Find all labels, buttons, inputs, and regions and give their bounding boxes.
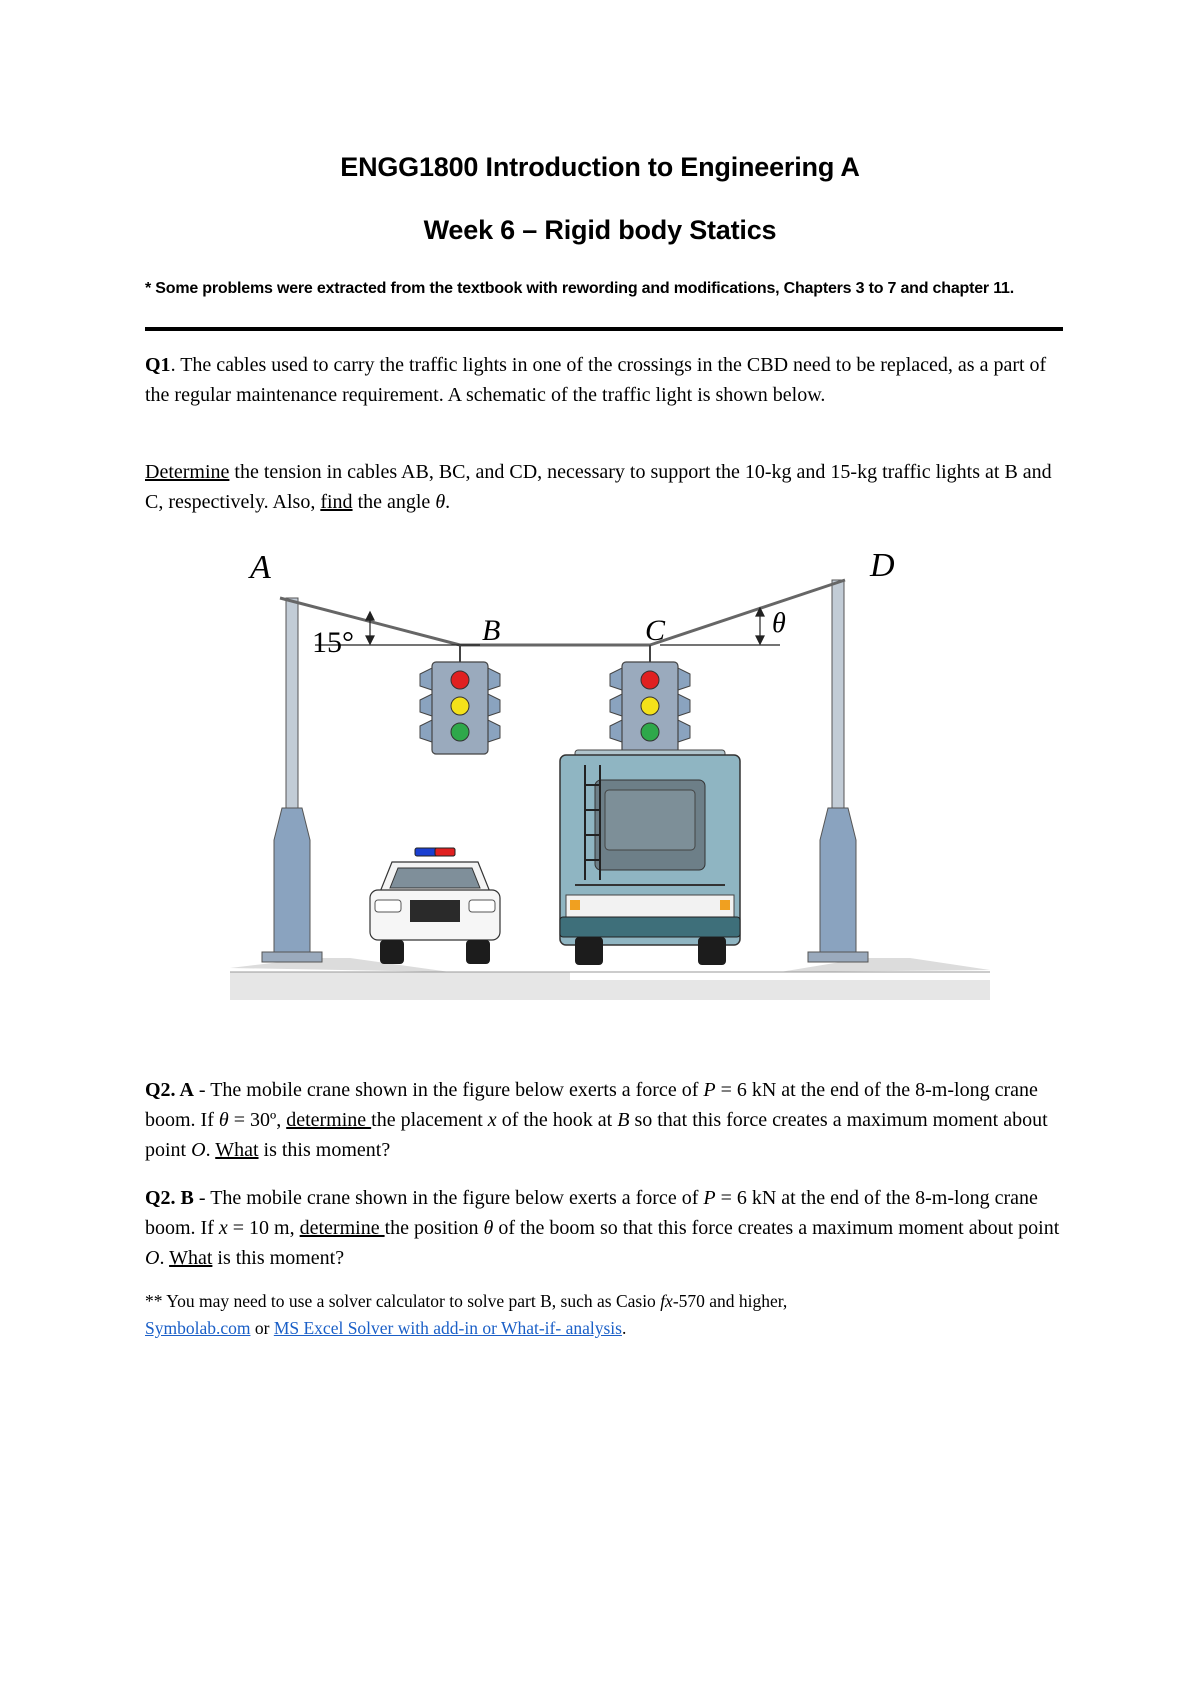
q1-theta: θ: [435, 491, 446, 513]
foot-t1: ** You may need to use a solver calculator to solve part B, such as Casio: [145, 1291, 661, 1311]
label-c: C: [645, 614, 666, 647]
q2a-o: O: [191, 1139, 206, 1161]
q1-text4: .: [445, 491, 451, 513]
traffic-light-b: [420, 645, 500, 754]
document-subtitle: Week 6 – Rigid body Statics: [423, 215, 777, 245]
q2b-label: Q2. B: [145, 1187, 194, 1209]
rv-vehicle: [560, 750, 740, 965]
excel-solver-link[interactable]: MS Excel Solver with add-in or What-if- analysis: [273, 1318, 622, 1338]
question-2b: [145, 1183, 1065, 1273]
q1-text: . The cables used to carry the traffic lights in one of the crossings in the CBD need to be replaced, as a part of the regular maintenance requirement. A schematic of the traffic light is shown below.: [145, 354, 1047, 406]
foot-t3: or: [250, 1318, 274, 1338]
q2b-t7: is this moment?: [212, 1247, 345, 1269]
question-1-intro: [145, 350, 1065, 410]
foot-fx: fx: [660, 1291, 673, 1311]
q2b-t3: = 10 m,: [227, 1217, 300, 1239]
angle-label-left: 15°: [312, 626, 354, 659]
foot-t4: .: [621, 1318, 627, 1338]
ground: [230, 958, 990, 1000]
q2b-t1: - The mobile crane shown in the figure below exerts a force of: [193, 1187, 704, 1209]
q2a-t6: so that this force creates a maximum moment about point: [145, 1109, 1048, 1161]
q2a-label: Q2. A: [145, 1079, 194, 1101]
q1-text3: the angle: [352, 491, 436, 513]
q2a-t8: is this moment?: [258, 1139, 391, 1161]
q2a-t4: the placement: [371, 1109, 488, 1131]
document-title: ENGG1800 Introduction to Engineering A: [340, 152, 860, 182]
police-car: [370, 848, 500, 964]
q1-find: find: [320, 491, 353, 513]
q2b-t6: .: [159, 1247, 170, 1269]
q1-label: Q1: [145, 354, 171, 376]
angle-arrow-left: [366, 612, 374, 644]
q2b-t4: the position: [384, 1217, 484, 1239]
q2a-determine: determine: [286, 1109, 372, 1131]
foot-t2: -570 and higher,: [672, 1291, 788, 1311]
q2b-determine: determine: [299, 1217, 385, 1239]
label-b: B: [482, 614, 501, 647]
q2a-p: P: [703, 1079, 716, 1101]
q2a-what: What: [215, 1139, 259, 1161]
label-a: A: [250, 549, 271, 586]
q2a-t1: - The mobile crane shown in the figure below exerts a force of: [193, 1079, 704, 1101]
right-pole: [808, 580, 868, 962]
q2b-theta: θ: [483, 1217, 494, 1239]
q2b-o: O: [145, 1247, 160, 1269]
question-2a: [145, 1075, 1065, 1165]
q2a-theta: θ: [218, 1109, 229, 1131]
traffic-light-figure: [220, 540, 990, 1000]
header-divider: [145, 327, 1063, 331]
traffic-light-c: [610, 645, 690, 754]
footnote: [145, 1288, 1065, 1342]
q2a-t7: .: [205, 1139, 216, 1161]
angle-label-right: θ: [772, 608, 786, 639]
q2a-b: B: [617, 1109, 630, 1131]
q2a-x: x: [487, 1109, 497, 1131]
question-1-task: [145, 457, 1065, 517]
q2b-what: What: [169, 1247, 213, 1269]
q2a-t3: = 30º,: [228, 1109, 287, 1131]
source-note: * Some problems were extracted from the textbook with rewording and modifications, Chapters 3 to 7 and chapter 11.: [145, 280, 1014, 297]
q2b-p: P: [703, 1187, 716, 1209]
symbolab-link[interactable]: Symbolab.com: [145, 1318, 251, 1338]
q2b-t2: = 6 kN at the end of the 8-m-long crane boom. If: [145, 1187, 1038, 1239]
q2b-t5: of the boom so that this force creates a maximum moment about point: [493, 1217, 1060, 1239]
q2a-t2: = 6 kN at the end of the 8-m-long crane boom. If: [145, 1079, 1038, 1131]
q1-text2: the tension in cables AB, BC, and CD, necessary to support the 10-kg and 15-kg traffic lights at B and C, respectively. Also,: [145, 461, 1052, 513]
label-d: D: [870, 547, 895, 584]
q2b-x: x: [218, 1217, 228, 1239]
angle-arrow-right: [756, 608, 764, 644]
q2a-t5: of the hook at: [496, 1109, 618, 1131]
q1-determine: Determine: [145, 461, 230, 483]
